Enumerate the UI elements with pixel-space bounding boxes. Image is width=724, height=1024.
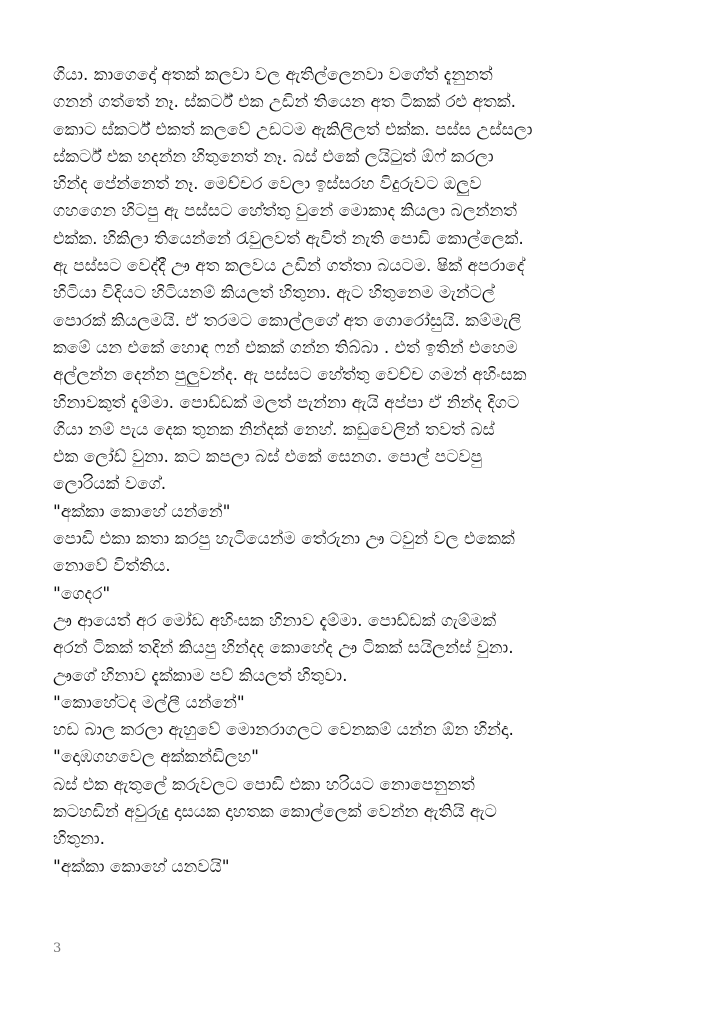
text-line: කටහඩින් අවුරුදු දාසයක දාහතක කොල්ලෙක් වෙන්න ඇතියි ඇට xyxy=(53,802,497,823)
text-line: ඇ පස්සට වෙද්දී ඌ අත කලවය උඩින් ගත්තා බයටම. ෂික් අපරාදේ xyxy=(53,256,525,277)
text-line: හිනාවකුත් දැම්මා. පොඩ්ඩක් මලත් පැන්නා ඇයි අප්පා ඒ නින්ද දිගට xyxy=(53,392,520,413)
text-line: පොරක් කියලමයි. ඒ තරමට කොල්ලගේ අත ගොරෝසුයි. කම්මැලි xyxy=(53,310,522,331)
text-line: හිටියා විදියට හිටියනම් කියලත් හිතුනා. ඇට හිතුනෙම මැන්ටල් xyxy=(53,283,495,304)
text-line: ගියා නම් පැය දෙක තුනක නින්දක් නෙහ්. කඩුවෙලින් තවත් බස් xyxy=(53,419,495,440)
text-line: කොට ස්කර්ට් එකත් කලවේ උඩටම ඇකිලිලත් එක්ක. පස්ස උස්සලා xyxy=(53,119,533,140)
text-line: ඌගේ හිනාව දැක්කාම පව් කියලත් හිතුවා. xyxy=(53,665,348,686)
story-text-block xyxy=(53,62,683,881)
text-line: හින්ද පේන්නෙත් නෑ. මෙච්චර වෙලා ඉස්සරහ විදුරුවට ඔලුව xyxy=(53,174,482,195)
text-line: ගනන් ගත්තේ නෑ. ස්කර්ට් එක උඩින් තියෙන අත ටිකක් රළු අතක්. xyxy=(53,92,517,113)
text-line: එක්ක. හිකිලා තියෙන්නේ රැවුලවත් ඇවිත් නැති පොඩි කොල්ලෙක්. xyxy=(53,228,524,249)
text-line: බස් එක ඇතුලේ කරුවලට පොඩි එකා හරියට නොපෙනුනත් xyxy=(53,774,475,795)
dialogue-line: "දොඹගහවෙල අක්කන්ඩිලහ" xyxy=(53,747,259,768)
text-line: කමේ යන එකේ හොඳ ෆන් එකක් ගන්න තිබ්බා . එත් ඉතින් එහෙම xyxy=(53,337,518,358)
dialogue-line: "ගෙදර" xyxy=(53,583,111,604)
text-line: ස්කර්ට් එක හදන්න හිතුනෙත් නෑ. බස් එකේ ලයිටුත් ඕෆ් කරලා xyxy=(53,146,494,167)
text-line: අල්ලන්න දෙන්න පුලුවන්ද. ඇ පස්සට හේත්තු වෙච්ච ගමන් අහිංසක xyxy=(53,365,527,386)
text-line: අරන් ටිකක් තදින් කියපු හින්දද කොහේද ඌ ටිකක් සයිලන්ස් වුනා. xyxy=(53,638,514,659)
text-line: පොඩි එකා කතා කරපු හැටියෙන්ම තේරුනා ඌ ටවුන් වල එකෙක් xyxy=(53,529,515,550)
page-number: 3 xyxy=(53,941,62,956)
text-line: නොවේ විත්තිය. xyxy=(53,556,171,577)
text-line: හඩ බාල කරලා ඇහුවේ මොනරාගලට වෙනකම් යන්න ඕන හින්දා. xyxy=(53,720,514,741)
text-line: එක ලෝඩ් වුනා. කට කපලා බස් එකේ සෙනග. පොල් පටවපු xyxy=(53,447,483,468)
text-line: ලොරියක් වගේ. xyxy=(53,474,167,495)
text-line: හිතුනා. xyxy=(53,829,105,850)
dialogue-line: "කොහේටද මල්ලී යන්නේ" xyxy=(53,692,245,713)
text-line: ගහගෙන හිටපු ඇ පස්සට හේත්තු වුනේ මොකාද කියලා බලන්නත් xyxy=(53,201,517,222)
text-line: ගියා. කාගෙදෝ අතක් කලවා වල ඇතිල්ලෙනවා වගේත් දැනුනත් xyxy=(53,65,493,85)
dialogue-line: "අක්කා කොහේ යනවයි" xyxy=(53,856,230,877)
text-line: ඌ ආයෙත් අර මෝඩ අහිංසක හිනාව දැම්මා. පොඩ්ඩක් ගැම්මක් xyxy=(53,610,497,631)
dialogue-line: "අක්කා කොහේ යන්නේ" xyxy=(53,501,231,522)
